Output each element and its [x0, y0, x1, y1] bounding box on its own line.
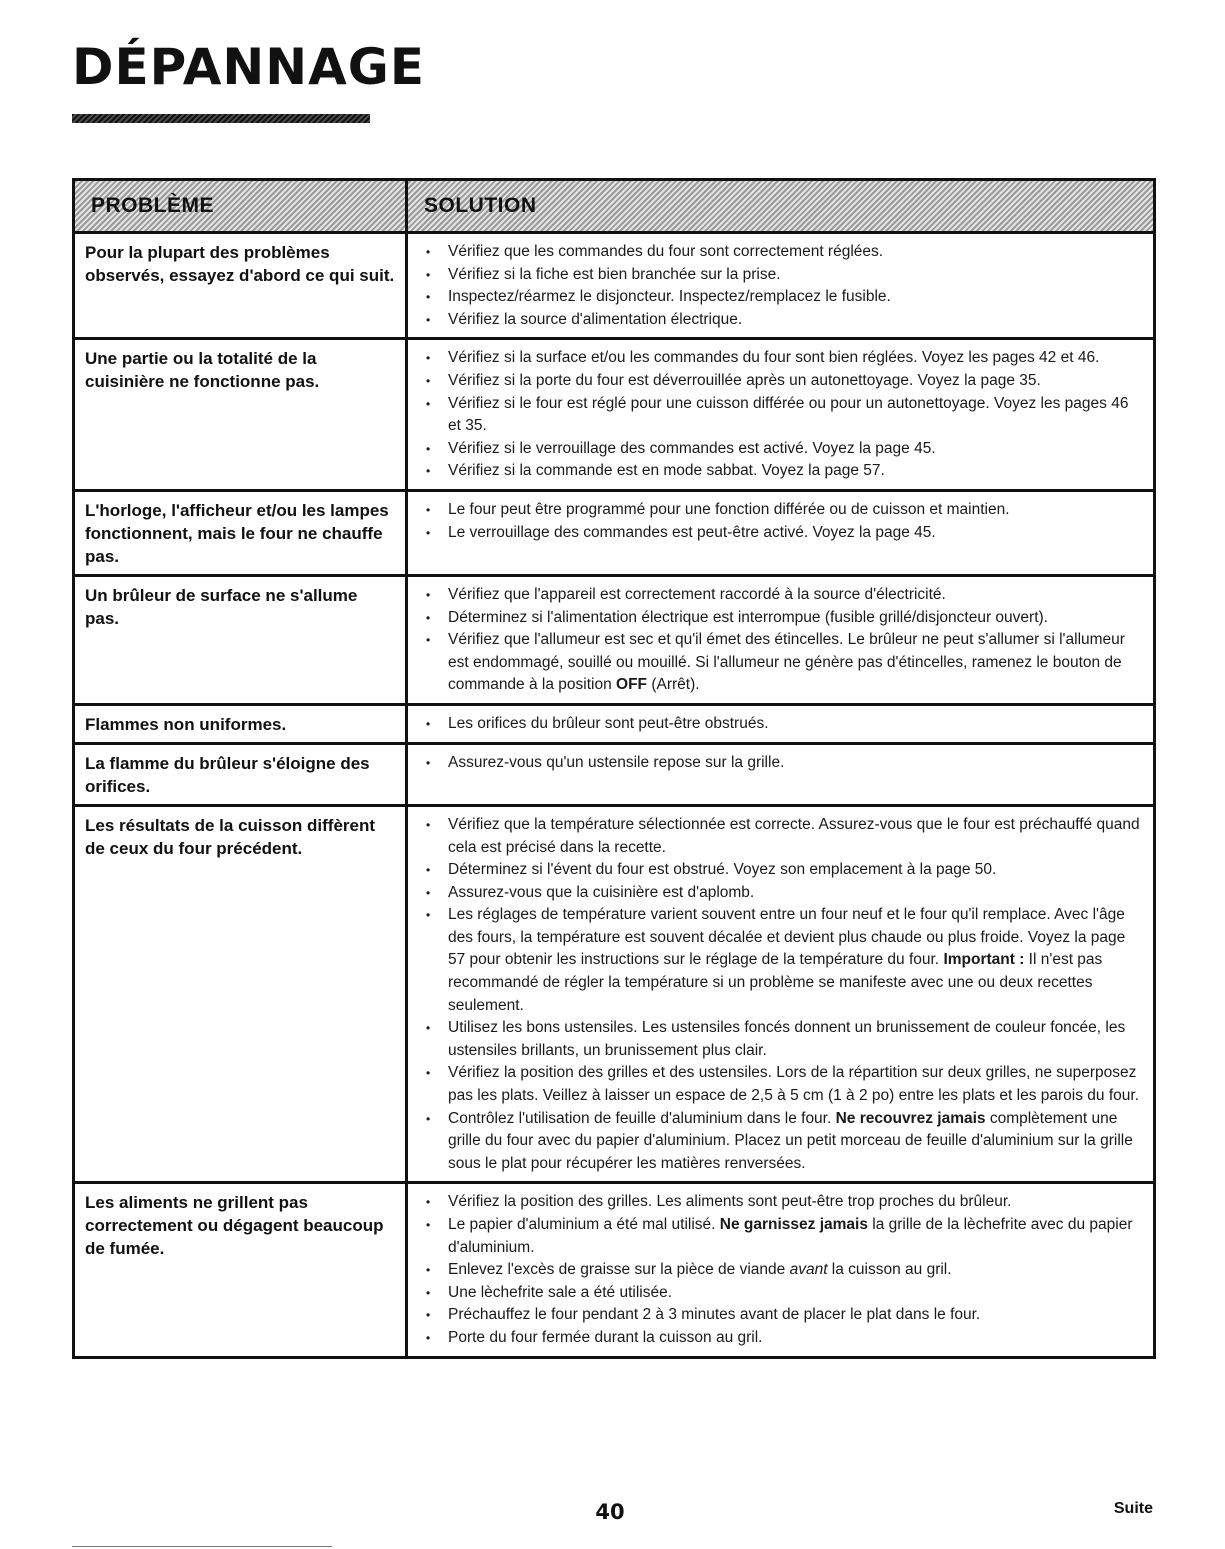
solution-text: Enlevez l'excès de graisse sur la pièce de viande: [448, 1261, 790, 1279]
solution-item: • Vérifiez si la surface et/ou les commandes du four sont bien réglées. Voyez les pages 42 et 46.: [424, 347, 1143, 370]
table-row: [75, 492, 1153, 577]
solution-item: • Les orifices du brûleur sont peut-être obstrués.: [424, 713, 1143, 736]
solution-item: • Assurez-vous que la cuisinière est d'aplomb.: [424, 882, 1143, 905]
problem-cell: Un brûleur de surface ne s'allume pas.: [75, 577, 408, 703]
solution-list: [424, 713, 1143, 736]
solution-item: • Déterminez si l'alimentation électrique est interrompue (fusible grillé/disjoncteur ouvert).: [424, 607, 1143, 630]
title-underline: [72, 114, 370, 123]
table-row: [75, 745, 1153, 807]
continued-label: Suite: [1113, 1500, 1153, 1517]
table-body: [75, 234, 1153, 1356]
table-row: [75, 234, 1153, 340]
header-problem: PROBLÈME: [75, 181, 408, 231]
solution-list: [424, 584, 1143, 697]
problem-cell: Les résultats de la cuisson diffèrent de ceux du four précédent.: [75, 807, 408, 1182]
solution-list: [424, 752, 1143, 775]
solution-item: • Porte du four fermée durant la cuisson au gril.: [424, 1327, 1143, 1350]
solution-text: Contrôlez l'utilisation de feuille d'aluminium dans le four.: [448, 1109, 836, 1127]
solution-text: Vérifiez que l'allumeur est sec et qu'il émet des étincelles. Le brûleur ne peut s'allumer si l'allumeur est endommagé, souillé ou mouillé. Si l'allumeur ne génère pas d'étincelles, ramenez le bouton de commande à la position: [448, 631, 1125, 694]
header-solution: SOLUTION: [424, 194, 537, 217]
solution-item: [424, 1259, 1143, 1282]
solution-list: [424, 499, 1143, 544]
table-row: [75, 577, 1153, 706]
solution-cell: [408, 807, 1153, 1182]
problem-cell: Une partie ou la totalité de la cuisinière ne fonctionne pas.: [75, 340, 408, 489]
solution-cell: [408, 340, 1153, 489]
solution-item: • Déterminez si l'évent du four est obstrué. Voyez son emplacement à la page 50.: [424, 859, 1143, 882]
solution-list: [424, 1191, 1143, 1349]
solution-item: • Vérifiez si la porte du four est déverrouillée après un autonettoyage. Voyez la page 35.: [424, 370, 1143, 393]
solution-item: [424, 629, 1143, 697]
solution-item: • Vérifiez que la température sélectionnée est correcte. Assurez-vous que le four est préchauffé quand cela est précisé dans la recette.: [424, 814, 1143, 859]
solution-text: complètement une grille du four avec du papier d'aluminium. Placez un petit morceau de feuille d'aluminium sur la grille sous le plat pour récupérer les matières renversées.: [448, 1109, 1133, 1172]
solution-emphasis: Important :: [943, 951, 1025, 969]
solution-item: • Vérifiez si le verrouillage des commandes est activé. Voyez la page 45.: [424, 438, 1143, 461]
problem-cell: L'horloge, l'afficheur et/ou les lampes fonctionnent, mais le four ne chauffe pas.: [75, 492, 408, 574]
solution-item: [424, 904, 1143, 1017]
problem-cell: La flamme du brûleur s'éloigne des orifices.: [75, 745, 408, 804]
solution-item: • Vérifiez la position des grilles et des ustensiles. Lors de la répartition sur deux grilles, ne superposez pas les plats. Veillez à laisser un espace de 2,5 à 5 cm (1 à 2 po) entre les plats et les parois du four.: [424, 1062, 1143, 1107]
problem-cell: Flammes non uniformes.: [75, 706, 408, 742]
solution-cell: [408, 577, 1153, 703]
solution-emphasis: OFF: [616, 676, 648, 694]
table-row: [75, 807, 1153, 1185]
solution-item: [424, 1214, 1143, 1259]
solution-item: • Utilisez les bons ustensiles. Les ustensiles foncés donnent un brunissement de couleur foncée, les ustensiles brillants, un brunissement plus clair.: [424, 1017, 1143, 1062]
solution-text: Le papier d'aluminium a été mal utilisé.: [448, 1216, 720, 1233]
problem-cell: Pour la plupart des problèmes observés, essayez d'abord ce qui suit.: [75, 234, 408, 337]
footer-rule: [72, 1546, 332, 1547]
solution-emphasis: Ne garnissez jamais: [719, 1216, 868, 1233]
solution-list: [424, 814, 1143, 1176]
solution-item: • Vérifiez si la commande est en mode sabbat. Voyez la page 57.: [424, 460, 1143, 483]
troubleshooting-table: [72, 178, 1156, 1359]
solution-item: • Vérifiez si le four est réglé pour une cuisson différée ou pour un autonettoyage. Voyez les pages 46 et 35.: [424, 393, 1143, 438]
table-row: [75, 340, 1153, 492]
solution-text: la cuisson au gril.: [827, 1261, 952, 1279]
solution-cell: [408, 492, 1153, 574]
solution-item: • Vérifiez la position des grilles. Les aliments sont peut-être trop proches du brûleur.: [424, 1191, 1143, 1214]
solution-item: • Préchauffez le four pendant 2 à 3 minutes avant de placer le plat dans le four.: [424, 1304, 1143, 1327]
solution-item: • Inspectez/réarmez le disjoncteur. Inspectez/remplacez le fusible.: [424, 286, 1143, 309]
solution-list: [424, 347, 1143, 483]
solution-emphasis: avant: [789, 1261, 828, 1279]
solution-item: • Une lèchefrite sale a été utilisée.: [424, 1282, 1143, 1305]
solution-item: • Assurez-vous qu'un ustensile repose sur la grille.: [424, 752, 1143, 775]
solution-text: la grille de la lèchefrite avec du papier d'aluminium.: [448, 1216, 1133, 1256]
solution-emphasis: Ne recouvrez jamais: [835, 1109, 986, 1127]
solution-cell: [408, 745, 1153, 804]
solution-cell: [408, 706, 1153, 742]
solution-item: • Vérifiez si la fiche est bien branchée sur la prise.: [424, 264, 1143, 287]
solution-text: (Arrêt).: [647, 676, 700, 694]
page-number: 40: [595, 1500, 625, 1524]
page-title: DÉPANNAGE: [72, 38, 425, 96]
solution-cell: [408, 1184, 1153, 1355]
solution-item: • Vérifiez que l'appareil est correctement raccordé à la source d'électricité.: [424, 584, 1143, 607]
solution-item: • Le verrouillage des commandes est peut-être activé. Voyez la page 45.: [424, 522, 1143, 545]
problem-cell: Les aliments ne grillent pas correctement ou dégagent beaucoup de fumée.: [75, 1184, 408, 1355]
solution-item: • Vérifiez que les commandes du four sont correctement réglées.: [424, 241, 1143, 264]
table-header: [75, 181, 1153, 234]
solution-item: • Le four peut être programmé pour une fonction différée ou de cuisson et maintien.: [424, 499, 1143, 522]
solution-cell: [408, 234, 1153, 337]
solution-item: • Vérifiez la source d'alimentation électrique.: [424, 309, 1143, 332]
table-row: [75, 706, 1153, 745]
solution-item: [424, 1108, 1143, 1176]
solution-text: Il n'est pas recommandé de régler la température si un problème se manifeste avec une ou deux recettes seulement.: [448, 951, 1103, 1014]
solution-text: Les réglages de température varient souvent entre un four neuf et le four qu'il remplace. Avec l'âge des fours, la température est souvent décalée et devient plus chaude ou plus froide. Voyez la page 57 pour obtenir les instructions sur le réglage de la température du four.: [448, 906, 1126, 969]
table-row: [75, 1184, 1153, 1355]
solution-list: [424, 241, 1143, 331]
